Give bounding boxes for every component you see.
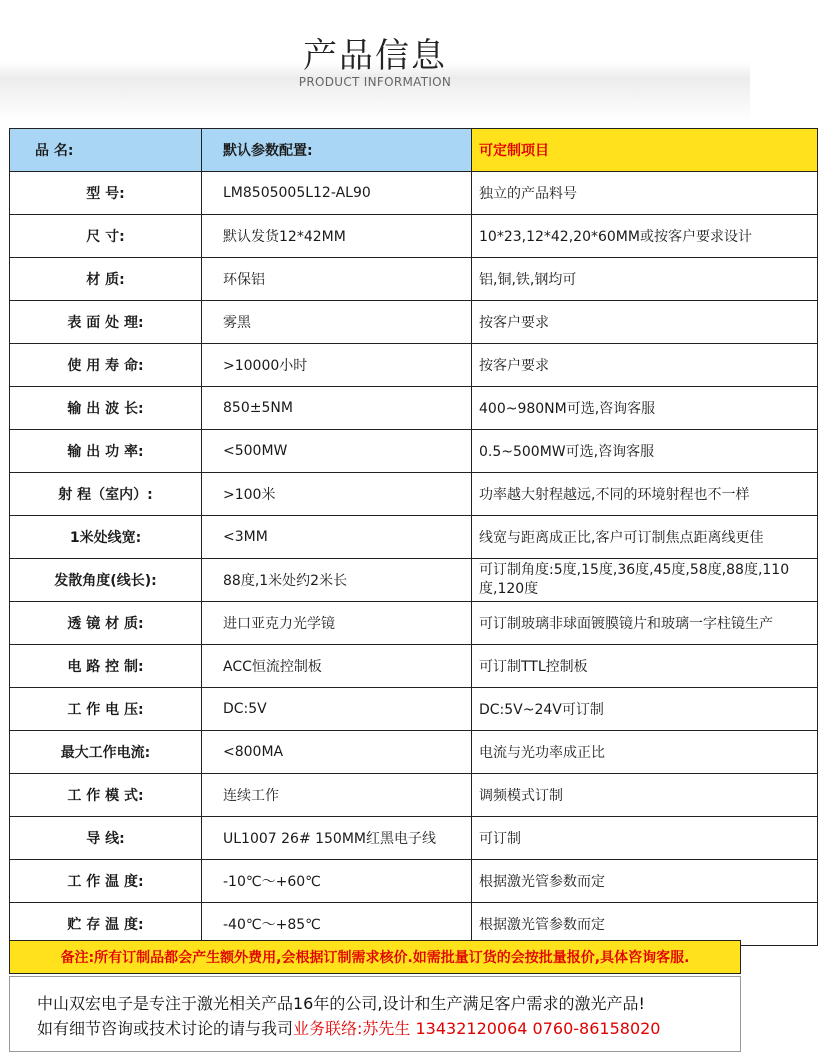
row-label: 输 出 功 率:	[10, 430, 202, 473]
row-custom: 0.5~500MW可选,咨询客服	[472, 430, 818, 473]
contact-line	[37, 1016, 740, 1041]
row-label: 最大工作电流:	[10, 731, 202, 774]
table-row	[10, 602, 818, 645]
page-title: 产品信息	[303, 36, 447, 76]
row-default: <800MA	[202, 731, 472, 774]
table-row	[10, 774, 818, 817]
row-label: 型 号:	[10, 172, 202, 215]
row-label: 材 质:	[10, 258, 202, 301]
row-default: 雾黑	[202, 301, 472, 344]
company-footer	[9, 976, 741, 1052]
row-label: 工 作 温 度:	[10, 860, 202, 903]
row-label: 输 出 波 长:	[10, 387, 202, 430]
page-subtitle: PRODUCT INFORMATION	[298, 75, 452, 89]
row-label: 射 程（室内）:	[10, 473, 202, 516]
row-custom: 10*23,12*42,20*60MM或按客户要求设计	[472, 215, 818, 258]
row-default: >10000小时	[202, 344, 472, 387]
row-default: 连续工作	[202, 774, 472, 817]
row-default: <500MW	[202, 430, 472, 473]
row-custom: 调频模式订制	[472, 774, 818, 817]
row-custom: 可订制角度:5度,15度,36度,45度,58度,88度,110度,120度	[472, 559, 818, 602]
contact-prefix: 如有细节咨询或技术讨论的请与我司	[37, 1019, 294, 1038]
table-row	[10, 473, 818, 516]
row-custom: DC:5V~24V可订制	[472, 688, 818, 731]
row-custom: 根据激光管参数而定	[472, 903, 818, 946]
row-default: 默认发货12*42MM	[202, 215, 472, 258]
row-custom: 根据激光管参数而定	[472, 860, 818, 903]
row-label: 尺 寸:	[10, 215, 202, 258]
row-label: 1米处线宽:	[10, 516, 202, 559]
spec-table	[9, 128, 818, 946]
row-custom: 可订制玻璃非球面镀膜镜片和玻璃一字柱镜生产	[472, 602, 818, 645]
table-row	[10, 301, 818, 344]
row-label: 贮 存 温 度:	[10, 903, 202, 946]
row-custom: 独立的产品料号	[472, 172, 818, 215]
row-default: LM8505005L12-AL90	[202, 172, 472, 215]
company-intro: 中山双宏电子是专注于激光相关产品16年的公司,设计和生产满足客户需求的激光产品!	[37, 994, 645, 1013]
table-row	[10, 172, 818, 215]
row-custom: 按客户要求	[472, 344, 818, 387]
header-name: 品 名:	[10, 129, 202, 172]
contact-info: 业务联络:苏先生 13432120064 0760-86158020	[293, 1019, 661, 1038]
row-label: 工 作 模 式:	[10, 774, 202, 817]
row-label: 工 作 电 压:	[10, 688, 202, 731]
row-default: -40℃～+85℃	[202, 903, 472, 946]
row-default: DC:5V	[202, 688, 472, 731]
row-custom: 电流与光功率成正比	[472, 731, 818, 774]
row-custom: 400~980NM可选,咨询客服	[472, 387, 818, 430]
table-row	[10, 688, 818, 731]
table-row	[10, 559, 818, 602]
row-default: 进口亚克力光学镜	[202, 602, 472, 645]
table-row	[10, 344, 818, 387]
header-custom: 可定制项目	[472, 129, 818, 172]
row-label: 使 用 寿 命:	[10, 344, 202, 387]
row-label: 导 线:	[10, 817, 202, 860]
row-custom: 功率越大射程越远,不同的环境射程也不一样	[472, 473, 818, 516]
row-custom: 线宽与距离成正比,客户可订制焦点距离线更佳	[472, 516, 818, 559]
row-custom: 可订制TTL控制板	[472, 645, 818, 688]
row-label: 电 路 控 制:	[10, 645, 202, 688]
row-custom: 按客户要求	[472, 301, 818, 344]
row-default: UL1007 26# 150MM红黑电子线	[202, 817, 472, 860]
row-default: 环保铝	[202, 258, 472, 301]
row-default: >100米	[202, 473, 472, 516]
row-label: 表 面 处 理:	[10, 301, 202, 344]
row-default: -10℃～+60℃	[202, 860, 472, 903]
row-default: ACC恒流控制板	[202, 645, 472, 688]
table-row	[10, 215, 818, 258]
table-row	[10, 645, 818, 688]
table-row	[10, 258, 818, 301]
row-label: 发散角度(线长):	[10, 559, 202, 602]
table-row	[10, 516, 818, 559]
row-default: 88度,1米处约2米长	[202, 559, 472, 602]
table-row	[10, 430, 818, 473]
table-header-row	[10, 129, 818, 172]
table-row	[10, 387, 818, 430]
table-row	[10, 817, 818, 860]
row-label: 透 镜 材 质:	[10, 602, 202, 645]
header-default: 默认参数配置:	[202, 129, 472, 172]
row-custom: 铝,铜,铁,钢均可	[472, 258, 818, 301]
note-banner: 备注:所有订制品都会产生额外费用,会根据订制需求核价.如需批量订货的会按批量报价,具体咨询客服.	[9, 940, 741, 974]
row-default: 850±5NM	[202, 387, 472, 430]
table-row	[10, 860, 818, 903]
table-row	[10, 731, 818, 774]
row-custom: 可订制	[472, 817, 818, 860]
row-default: <3MM	[202, 516, 472, 559]
